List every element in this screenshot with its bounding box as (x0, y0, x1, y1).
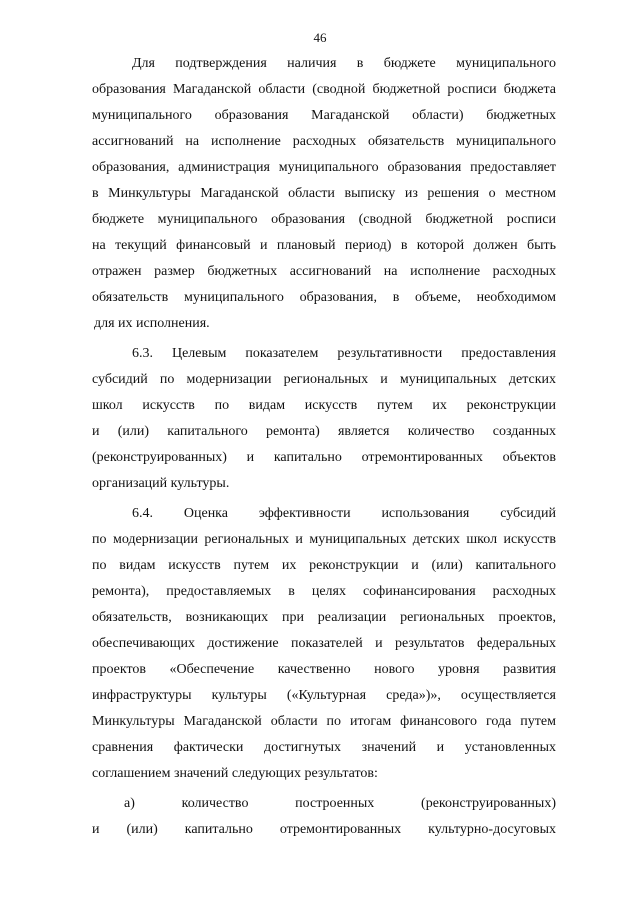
text-line: на текущий финансовый и плановый период) в которой должен быть (92, 238, 556, 253)
text-line: сравнения фактически достигнутых значений и установленных (92, 740, 556, 755)
text-line: инфраструктуры культуры («Культурная среда»)», осуществляется (92, 688, 556, 703)
text-line: Минкультуры Магаданской области по итогам финансового года путем (92, 714, 556, 729)
text-line: проектов «Обеспечение качественно нового уровня развития (92, 662, 556, 677)
text-line: субсидий по модернизации региональных и муниципальных детских (92, 372, 556, 387)
page-number: 46 (313, 30, 327, 45)
text-line: школ искусств по видам искусств путем их реконструкции (92, 398, 556, 413)
text-line: а) количество построенных (реконструированных) (124, 796, 556, 811)
text-line: обязательств, возникающих при реализации региональных проектов, (92, 610, 556, 625)
text-line: ремонта), предоставляемых в целях софинансирования расходных (92, 584, 556, 599)
text-line: бюджете муниципального образования (сводной бюджетной росписи (92, 212, 556, 227)
text-line: образования, администрация муниципального образования предоставляет (92, 160, 556, 175)
text-line: по видам искусств путем их реконструкции и (или) капитального (92, 558, 556, 573)
text-line: обязательств муниципального образования, в объеме, необходимом (92, 290, 556, 305)
text-line: муниципального образования Магаданской области) бюджетных (92, 108, 556, 123)
text-line: по модернизации региональных и муниципальных детских школ искусств (92, 532, 556, 547)
text-line: (реконструированных) и капитально отремонтированных объектов (92, 450, 556, 465)
text-line: и (или) капитального ремонта) является количество созданных (92, 424, 556, 439)
text-line: 6.4. Оценка эффективности использования субсидий (132, 506, 556, 521)
text-line: Для подтверждения наличия в бюджете муниципального (132, 56, 556, 71)
text-line: соглашением значений следующих результатов: (92, 766, 378, 781)
text-line: для их исполнения. (94, 316, 210, 331)
text-line: в Минкультуры Магаданской области выписку из решения о местном (92, 186, 556, 201)
text-line: отражен размер бюджетных ассигнований на исполнение расходных (92, 264, 556, 279)
text-line: и (или) капитально отремонтированных культурно-досуговых (92, 822, 556, 837)
text-line: ассигнований на исполнение расходных обязательств муниципального (92, 134, 556, 149)
text-line: организаций культуры. (92, 476, 230, 491)
text-line: 6.3. Целевым показателем результативности предоставления (132, 346, 556, 361)
text-line: образования Магаданской области (сводной бюджетной росписи бюджета (92, 82, 556, 97)
text-line: обеспечивающих достижение показателей и результатов федеральных (92, 636, 556, 651)
